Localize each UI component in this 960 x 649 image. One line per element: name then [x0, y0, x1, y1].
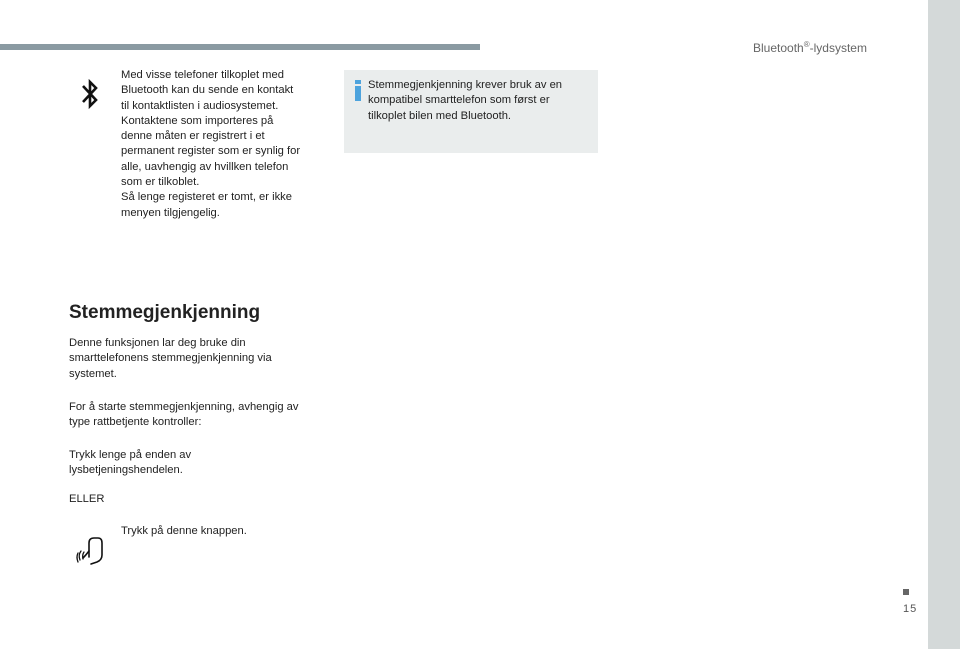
section-title: Stemmegjenkjenning [69, 302, 261, 323]
paragraph-start: For å starte stemmegjenkjenning, avhengig av type rattbetjente kontroller: [69, 401, 299, 429]
paragraph-intro: Denne funksjonen lar deg bruke din smarttelefonens stemmegjenkjenning via systemet. [69, 337, 272, 380]
info-box [344, 70, 598, 153]
header-bar [0, 44, 480, 50]
chapter-title: Bluetooth®-lydsystem [753, 40, 867, 55]
paragraph-long-press: Trykk lenge på enden av lysbetjeningshendelen. [69, 449, 192, 477]
side-strip [928, 0, 960, 649]
info-icon [354, 80, 362, 101]
page-marker [903, 589, 909, 595]
or-label: ELLER [69, 493, 105, 505]
press-button-text: Trykk på denne knappen. [121, 525, 247, 537]
voice-press-icon [75, 533, 109, 567]
bluetooth-note: Med visse telefoner tilkoplet med Bluetooth kan du sende en kontakt til kontaktlisten i audiosystemet. Kontaktene som importeres på denne måten er registrert i et permanent register som er synlig for alle, uavhengig av hvillken telefon som er tilkoblet. Så lenge registeret er tomt, er ikke menyen tilgjengelig. [121, 69, 301, 219]
bluetooth-icon [78, 77, 102, 111]
page-number: 15 [903, 603, 918, 615]
info-text: Stemmegjenkjenning krever bruk av en kompatibel smarttelefon som først er tilkoplet bilen med Bluetooth. [368, 79, 563, 122]
